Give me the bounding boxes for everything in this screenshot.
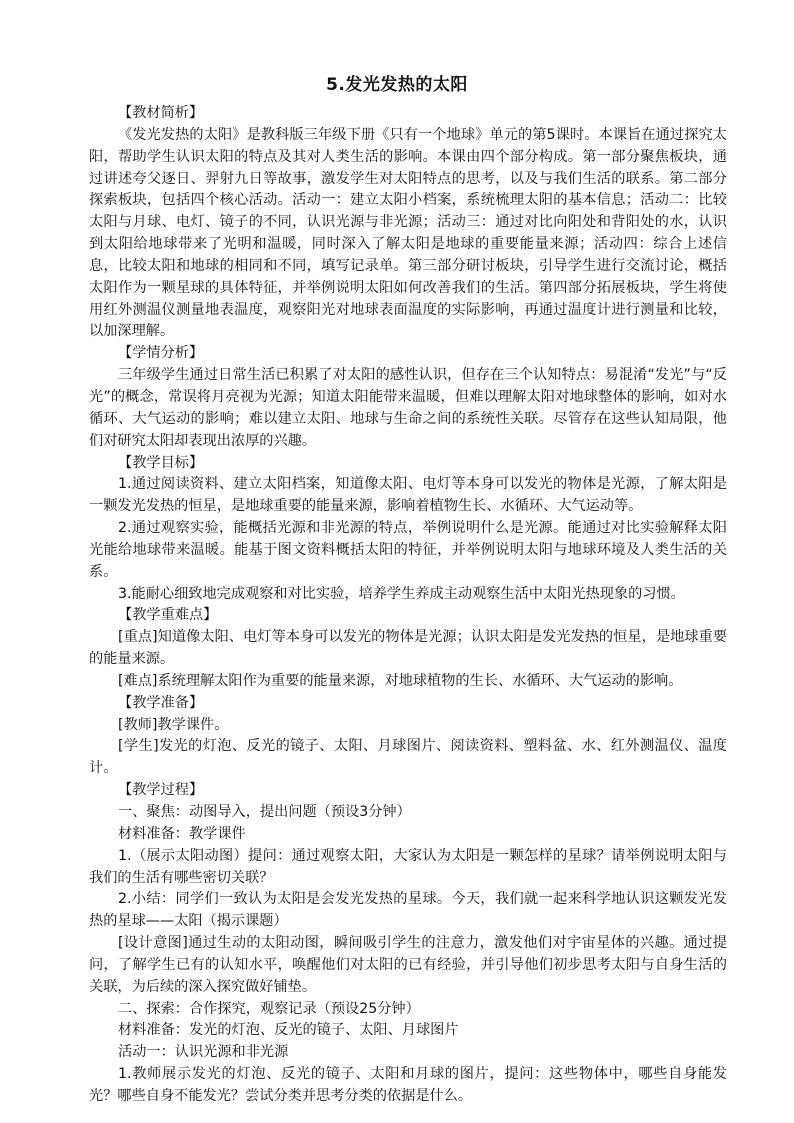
document-body (89, 103, 727, 1108)
section-heading: 【学情分析】 (118, 345, 204, 362)
paragraph: 3.能耐心细致地完成观察和对比实验，培养学生养成主动观察生活中太阳光热现象的习惯。 (118, 585, 685, 602)
paragraph: 活动一：认识光源和非光源 (118, 1044, 289, 1061)
paragraph: [设计意图]通过生动的太阳动图，瞬间吸引学生的注意力，激发他们对宇宙星体的兴趣。通过提问，了解学生已有的认知水平，唤醒他们对太阳的已有经验，并引导他们初步思考太阳与自身生活的关联，为后续的深入探究做好铺垫。 (89, 935, 727, 995)
section-heading: 【教学目标】 (118, 454, 204, 471)
paragraph: [重点]知道像太阳、电灯等本身可以发光的物体是光源；认识太阳是发光发热的恒星，是地球重要的能量来源。 (89, 629, 727, 668)
paragraph: 《发光发热的太阳》是教科版三年级下册《只有一个地球》单元的第5课时。本课旨在通过探究太阳，帮助学生认识太阳的特点及其对人类生活的影响。本课由四个部分构成。第一部分聚焦板块，通过讲述夸父逐日、羿射九日等故事，激发学生对太阳特点的思考，以及与我们生活的联系。第二部分探索板块，包括四个核心活动。活动一：建立太阳小档案，系统梳理太阳的基本信息；活动二：比较太阳与月球、电灯、镜子的不同，认识光源与非光源；活动三：通过对比向阳处和背阳处的水，认识到太阳给地球带来了光明和温暖，同时深入了解太阳是地球的重要能量来源；活动四：综合上述信息，比较太阳和地球的相同和不同，填写记录单。第三部分研讨板块，引导学生进行交流讨论，概括太阳作为一颗星球的具体特征，并举例说明太阳如何改善我们的生活。第四部分拓展板块，学生将使用红外测温仪测量地表温度，观察阳光对地球表面温度的实际影响，再通过温度计进行测量和比较，以加深理解。 (89, 126, 727, 340)
section-heading: 【教学准备】 (118, 694, 204, 711)
paragraph: 材料准备：教学课件 (118, 825, 246, 842)
document-title: 5.发光发热的太阳 (326, 75, 468, 95)
paragraph: 1.通过阅读资料、建立太阳档案，知道像太阳、电灯等本身可以发光的物体是光源，了解太阳是一颗发光发热的恒星，是地球重要的能量来源，影响着植物生长、水循环、大气运动等。 (89, 476, 727, 515)
paragraph: 2.通过观察实验，能概括光源和非光源的特点，举例说明什么是光源。能通过对比实验解释太阳光能给地球带来温暖。能基于图文资料概括太阳的特征，并举例说明太阳与地球环境及人类生活的关系。 (89, 520, 727, 580)
section-heading: 【教学重难点】 (118, 607, 218, 624)
paragraph: 1.（展示太阳动图）提问：通过观察太阳，大家认为太阳是一颗怎样的星球？请举例说明太阳与我们的生活有哪些密切关联？ (89, 847, 727, 886)
section-heading: 【教学过程】 (118, 782, 204, 799)
paragraph: [教师]教学课件。 (118, 716, 229, 733)
paragraph: 三年级学生通过日常生活已积累了对太阳的感性认识，但存在三个认知特点：易混淆“发光”与“反光”的概念，常误将月亮视为光源；知道太阳能带来温暖，但难以理解太阳对地球整体的影响，如对水循环、大气运动的影响；难以建立太阳、地球与生命之间的系统性关联。尽管存在这些认知局限，他们对研究太阳却表现出浓厚的兴趣。 (89, 367, 727, 449)
section-heading: 【教材简析】 (118, 105, 204, 121)
paragraph: [学生]发光的灯泡、反光的镜子、太阳、月球图片、阅读资料、塑料盆、水、红外测温仪、温度计。 (89, 738, 727, 777)
paragraph: 1.教师展示发光的灯泡、反光的镜子、太阳和月球的图片，提问：这些物体中，哪些自身能发光？哪些自身不能发光？尝试分类并思考分类的依据是什么。 (89, 1066, 727, 1104)
paragraph: [难点]系统理解太阳作为重要的能量来源，对地球植物的生长、水循环、大气运动的影响。 (118, 672, 683, 689)
paragraph: 二、探索：合作探究，观察记录（预设25分钟） (118, 1000, 420, 1017)
paragraph: 一、聚焦：动图导入，提出问题（预设3分钟） (118, 804, 411, 820)
paragraph: 2.小结：同学们一致认为太阳是会发光发热的星球。今天，我们就一起来科学地认识这颗发光发热的星球——太阳（揭示课题） (89, 891, 727, 930)
paragraph: 材料准备：发光的灯泡、反光的镜子、太阳、月球图片 (118, 1022, 459, 1039)
